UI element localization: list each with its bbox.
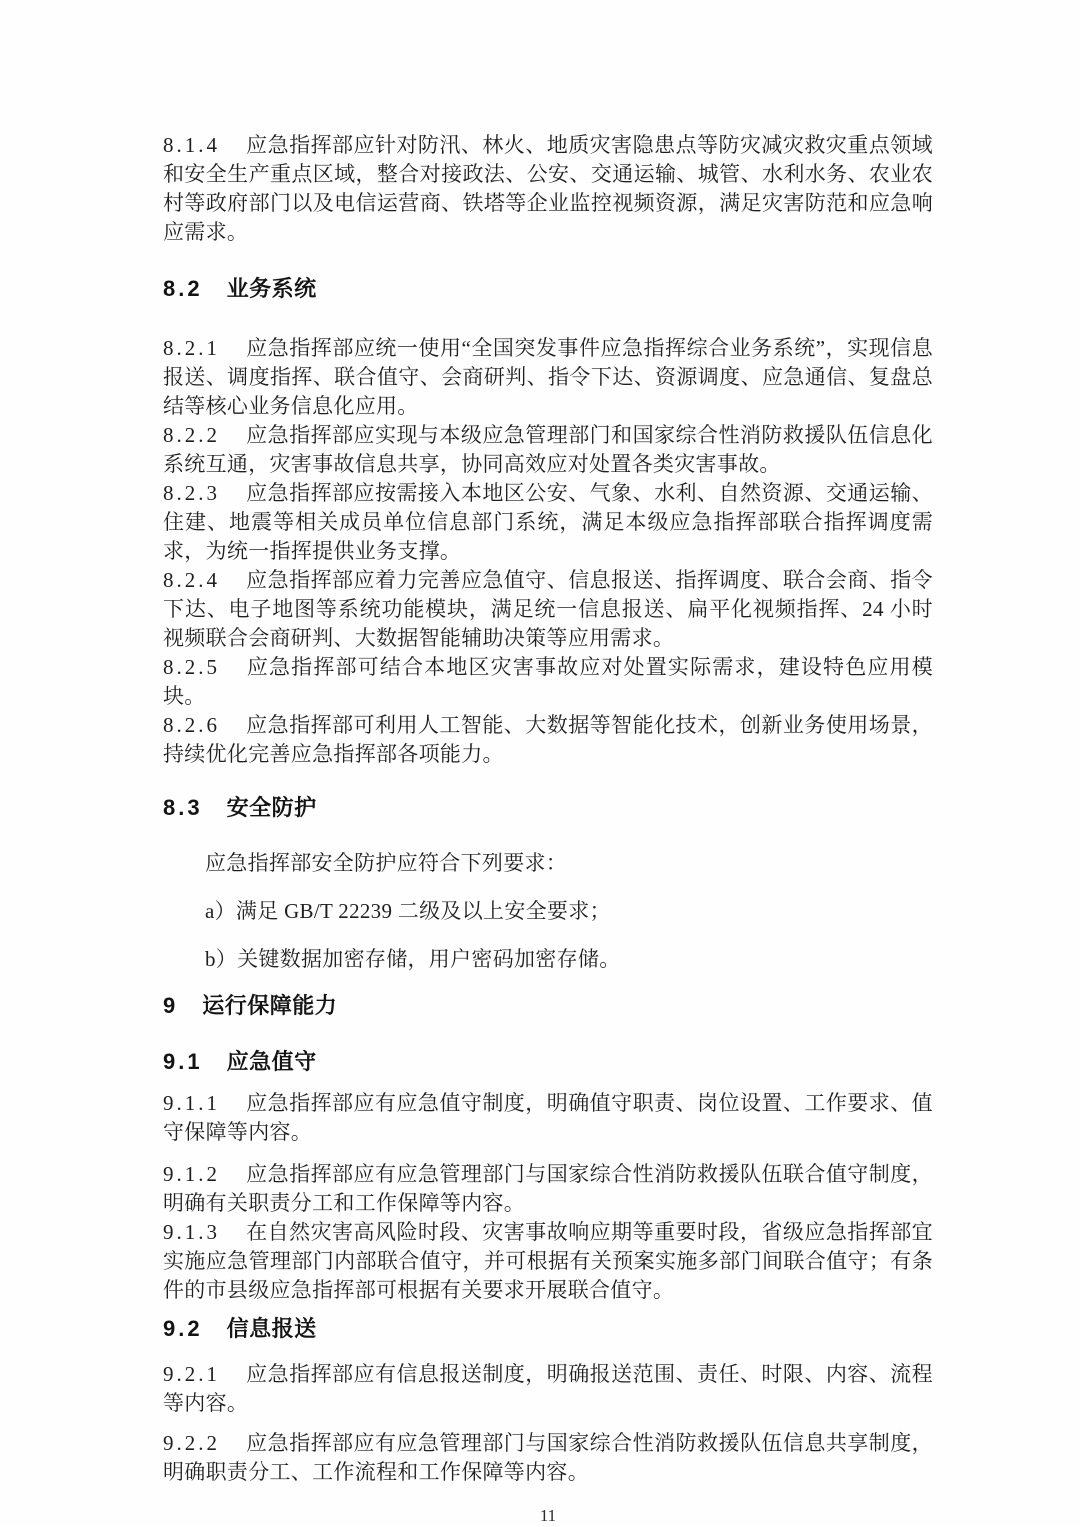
clause-text: 应急指挥部应有应急管理部门与国家综合性消防救援队伍信息共享制度，明确职责分工、工作流程和工作保障等内容。 (163, 1431, 933, 1484)
clause-text: 应急指挥部应着力完善应急值守、信息报送、指挥调度、联合会商、指令下达、电子地图等系统功能模块，满足统一信息报送、扁平化视频指挥、24 小时视频联合会商研判、大数据智能辅助决策等应用需求。 (163, 568, 933, 650)
security-requirement-item-a: a）满足 GB/T 22239 二级及以上安全要求； (205, 899, 611, 923)
heading-title: 业务系统 (226, 276, 317, 301)
heading-title: 安全防护 (226, 795, 317, 820)
heading-title: 信息报送 (226, 1316, 317, 1341)
clause-text: 应急指挥部应针对防汛、林火、地质灾害隐患点等防灾减灾救灾重点领域和安全生产重点区域，整合对接政法、公安、交通运输、城管、水利水务、农业农村等政府部门以及电信运营商、铁塔等企业监控视频资源，满足灾害防范和应急响应需求。 (163, 133, 933, 244)
clause-9-1-3 (163, 1218, 933, 1305)
clause-number: 8.2.3 (163, 481, 220, 505)
clause-8-2-3 (163, 479, 933, 566)
clause-9-2-1 (163, 1360, 933, 1418)
clause-number: 9.1.2 (163, 1162, 220, 1186)
clause-8-2-4 (163, 566, 933, 653)
clause-number: 8.2.2 (163, 423, 220, 447)
clause-text: 应急指挥部应按需接入本地区公安、气象、水利、自然资源、交通运输、住建、地震等相关成员单位信息部门系统，满足本级应急指挥部联合指挥调度需求，为统一指挥提供业务支撑。 (163, 481, 933, 563)
security-requirements-intro: 应急指挥部安全防护应符合下列要求： (205, 851, 568, 875)
heading-title: 运行保障能力 (202, 993, 338, 1018)
heading-number: 8.2 (163, 276, 203, 301)
clause-number: 8.2.6 (163, 713, 220, 737)
section-heading-9-1 (163, 1047, 933, 1076)
clause-8-2-1 (163, 334, 933, 421)
clause-text: 应急指挥部应有应急值守制度，明确值守职责、岗位设置、工作要求、值守保障等内容。 (163, 1091, 933, 1144)
clause-number: 9.2.2 (163, 1431, 220, 1455)
clause-number: 8.1.4 (163, 133, 220, 157)
clause-8-2-5 (163, 653, 933, 711)
chapter-heading-9 (163, 991, 933, 1020)
heading-number: 9 (163, 993, 179, 1018)
heading-number: 9.2 (163, 1316, 203, 1341)
clause-9-1-2 (163, 1160, 933, 1218)
section-heading-8-3 (163, 793, 933, 822)
clause-8-2-2 (163, 421, 933, 479)
clause-text: 应急指挥部应有应急管理部门与国家综合性消防救援队伍联合值守制度，明确有关职责分工和工作保障等内容。 (163, 1162, 933, 1215)
heading-number: 9.1 (163, 1049, 203, 1074)
section-heading-8-2 (163, 274, 933, 303)
clause-number: 9.2.1 (163, 1362, 220, 1386)
clause-9-2-2 (163, 1429, 933, 1487)
heading-number: 8.3 (163, 795, 203, 820)
clause-text: 应急指挥部可利用人工智能、大数据等智能化技术，创新业务使用场景，持续优化完善应急指挥部各项能力。 (163, 713, 933, 766)
heading-title: 应急值守 (226, 1049, 317, 1074)
clause-text: 应急指挥部应统一使用“全国突发事件应急指挥综合业务系统”，实现信息报送、调度指挥、联合值守、会商研判、指令下达、资源调度、应急通信、复盘总结等核心业务信息化应用。 (163, 336, 933, 418)
clause-8-1-4 (163, 131, 933, 247)
clause-number: 8.2.4 (163, 568, 220, 592)
clause-number: 8.2.1 (163, 336, 220, 360)
page-number: 11 (539, 1506, 557, 1525)
security-requirement-item-b: b）关键数据加密存储，用户密码加密存储。 (205, 947, 621, 971)
clause-text: 应急指挥部应有信息报送制度，明确报送范围、责任、时限、内容、流程等内容。 (163, 1362, 933, 1415)
clause-9-1-1 (163, 1089, 933, 1147)
clause-number: 9.1.1 (163, 1091, 220, 1115)
clause-text: 应急指挥部应实现与本级应急管理部门和国家综合性消防救援队伍信息化系统互通，灾害事故信息共享，协同高效应对处置各类灾害事故。 (163, 423, 933, 476)
clause-text: 在自然灾害高风险时段、灾害事故响应期等重要时段，省级应急指挥部宜实施应急管理部门内部联合值守，并可根据有关预案实施多部门间联合值守；有条件的市县级应急指挥部可根据有关要求开展联合值守。 (163, 1220, 933, 1302)
clause-number: 8.2.5 (163, 655, 220, 679)
clause-text: 应急指挥部可结合本地区灾害事故应对处置实际需求，建设特色应用模块。 (163, 655, 933, 708)
section-heading-9-2 (163, 1314, 933, 1343)
clause-8-2-6 (163, 711, 933, 769)
clause-number: 9.1.3 (163, 1220, 220, 1244)
